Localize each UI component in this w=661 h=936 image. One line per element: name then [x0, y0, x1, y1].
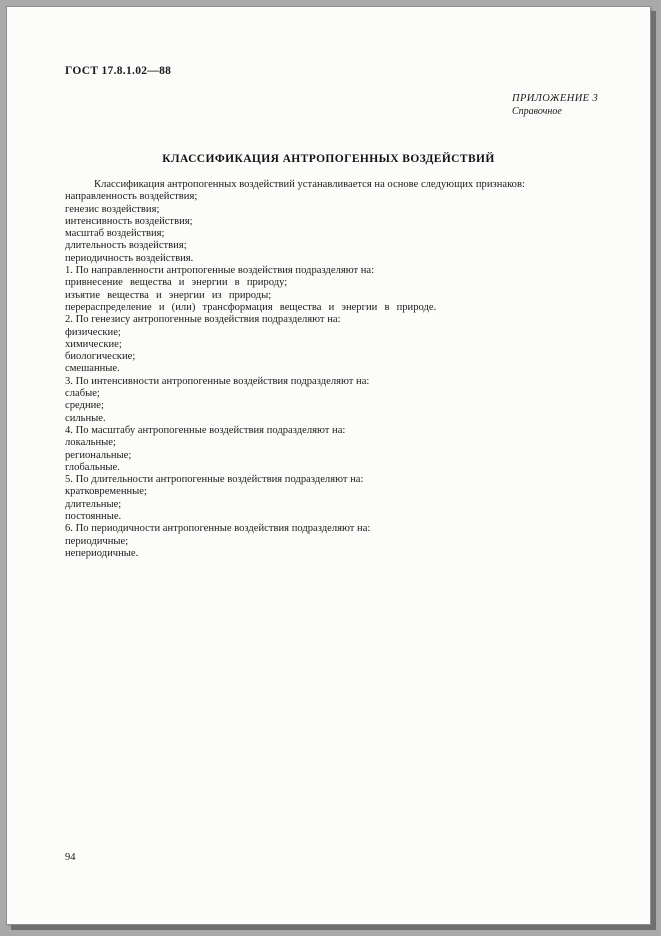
- body-line: непериодичные.: [65, 547, 139, 559]
- body-line: 6. По периодичности антропогенные воздействия подразделяют на:: [65, 523, 371, 535]
- standard-number: ГОСТ 17.8.1.02—88: [65, 65, 172, 77]
- body-line: 4. По масштабу антропогенные воздействия подразделяют на:: [65, 424, 346, 436]
- body-line: локальные;: [65, 437, 116, 449]
- body-line: 1. По направленности антропогенные воздействия подразделяют на:: [65, 265, 375, 277]
- body-line: изъятие вещества и энергии из природы;: [65, 289, 272, 301]
- body-line: биологические;: [65, 351, 136, 363]
- appendix-type-label: Справочное: [512, 106, 562, 117]
- body-line: Классификация антропогенных воздействий устанавливается на основе следующих признаков:: [94, 179, 525, 190]
- body-line: генезис воздействия;: [65, 203, 160, 215]
- body-line: интенсивность воздействия;: [65, 215, 193, 227]
- body-line: длительность воздействия;: [65, 240, 187, 252]
- document-page: [6, 6, 651, 925]
- body-line: 5. По длительности антропогенные воздействия подразделяют на:: [65, 474, 364, 486]
- page-title: КЛАССИФИКАЦИЯ АНТРОПОГЕННЫХ ВОЗДЕЙСТВИЙ: [162, 153, 495, 165]
- body-line: постоянные.: [65, 511, 122, 523]
- appendix-label: ПРИЛОЖЕНИЕ 3: [512, 93, 599, 104]
- body-line: направленность воздействия;: [65, 191, 198, 203]
- body-line: слабые;: [65, 388, 100, 400]
- page-number: 94: [65, 852, 76, 863]
- body-line: перераспределение и (или) трансформация вещества и энергии в природе.: [65, 301, 437, 313]
- body-line: масштаб воздействия;: [65, 228, 165, 240]
- body-line: 2. По генезису антропогенные воздействия подразделяют на:: [65, 314, 341, 326]
- body-text: [65, 179, 592, 560]
- body-line: 3. По интенсивности антропогенные воздействия подразделяют на:: [65, 375, 370, 387]
- body-line: средние;: [65, 400, 104, 412]
- body-line: смешанные.: [65, 363, 120, 375]
- body-line: глобальные.: [65, 461, 120, 473]
- body-line: химические;: [65, 338, 122, 350]
- body-line: кратковременные;: [65, 486, 147, 498]
- appendix-block: [512, 93, 598, 117]
- body-line: периодичные;: [65, 535, 129, 547]
- body-line: привнесение вещества и энергии в природу;: [65, 277, 288, 289]
- body-line: периодичность воздействия.: [65, 252, 194, 264]
- body-line: региональные;: [65, 449, 132, 461]
- body-line: сильные.: [65, 412, 106, 424]
- body-line: длительные;: [65, 498, 122, 510]
- body-line: физические;: [65, 326, 121, 338]
